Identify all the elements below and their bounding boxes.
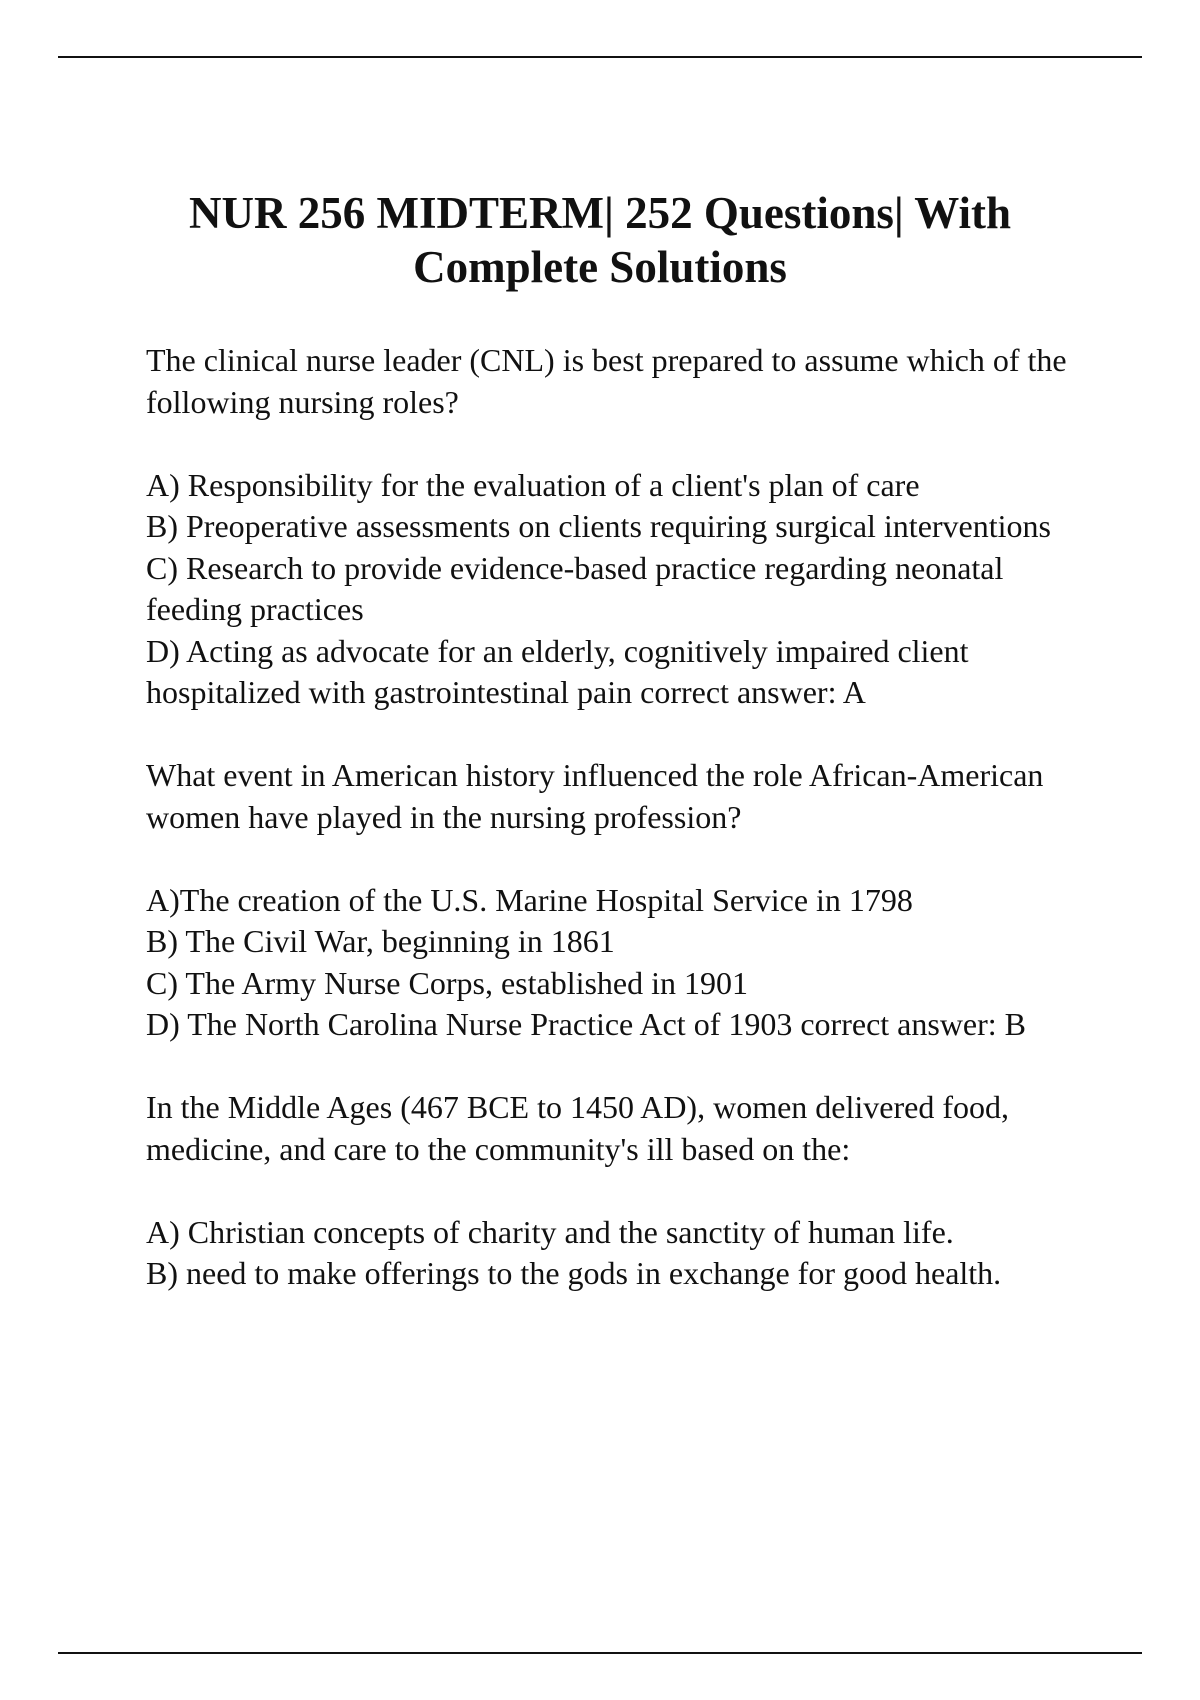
title-line-1: NUR 256 MIDTERM| 252 Questions| With (189, 188, 1011, 238)
option-c: C) Research to provide evidence-based practice regarding neonatal feeding practices (146, 549, 1004, 627)
bottom-rule (58, 1652, 1142, 1654)
document-body (146, 340, 1106, 1336)
question-1 (146, 340, 1106, 423)
page-title (100, 186, 1100, 294)
option-a: A) Christian concepts of charity and the sanctity of human life. (146, 1213, 954, 1250)
question-text: What event in American history influenced the role African-American women have played in the nursing profession? (146, 757, 1044, 835)
question-3 (146, 1087, 1106, 1170)
question-text: The clinical nurse leader (CNL) is best prepared to assume which of the following nursing roles? (146, 342, 1067, 420)
option-b: B) Preoperative assessments on clients requiring surgical interventions (146, 508, 1051, 544)
question-1-options (146, 465, 1106, 714)
option-d: D) The North Carolina Nurse Practice Act of 1903 correct answer: B (146, 1006, 1027, 1042)
option-b: B) need to make offerings to the gods in exchange for good health. (146, 1255, 1002, 1291)
top-rule (58, 56, 1142, 58)
question-text: In the Middle Ages (467 BCE to 1450 AD), women delivered food, medicine, and care to the community's ill based on the: (146, 1089, 1009, 1167)
option-c: C) The Army Nurse Corps, established in 1901 (146, 964, 749, 1001)
option-d: D) Acting as advocate for an elderly, cognitively impaired client hospitalized with gastrointestinal pain correct answer: A (146, 632, 969, 710)
option-a: A)The creation of the U.S. Marine Hospital Service in 1798 (146, 881, 913, 918)
question-2 (146, 755, 1106, 838)
question-3-options (146, 1212, 1106, 1295)
option-b: B) The Civil War, beginning in 1861 (146, 923, 615, 959)
question-2-options (146, 880, 1106, 1046)
title-line-2: Complete Solutions (413, 242, 787, 292)
option-a: A) Responsibility for the evaluation of a client's plan of care (146, 466, 920, 503)
